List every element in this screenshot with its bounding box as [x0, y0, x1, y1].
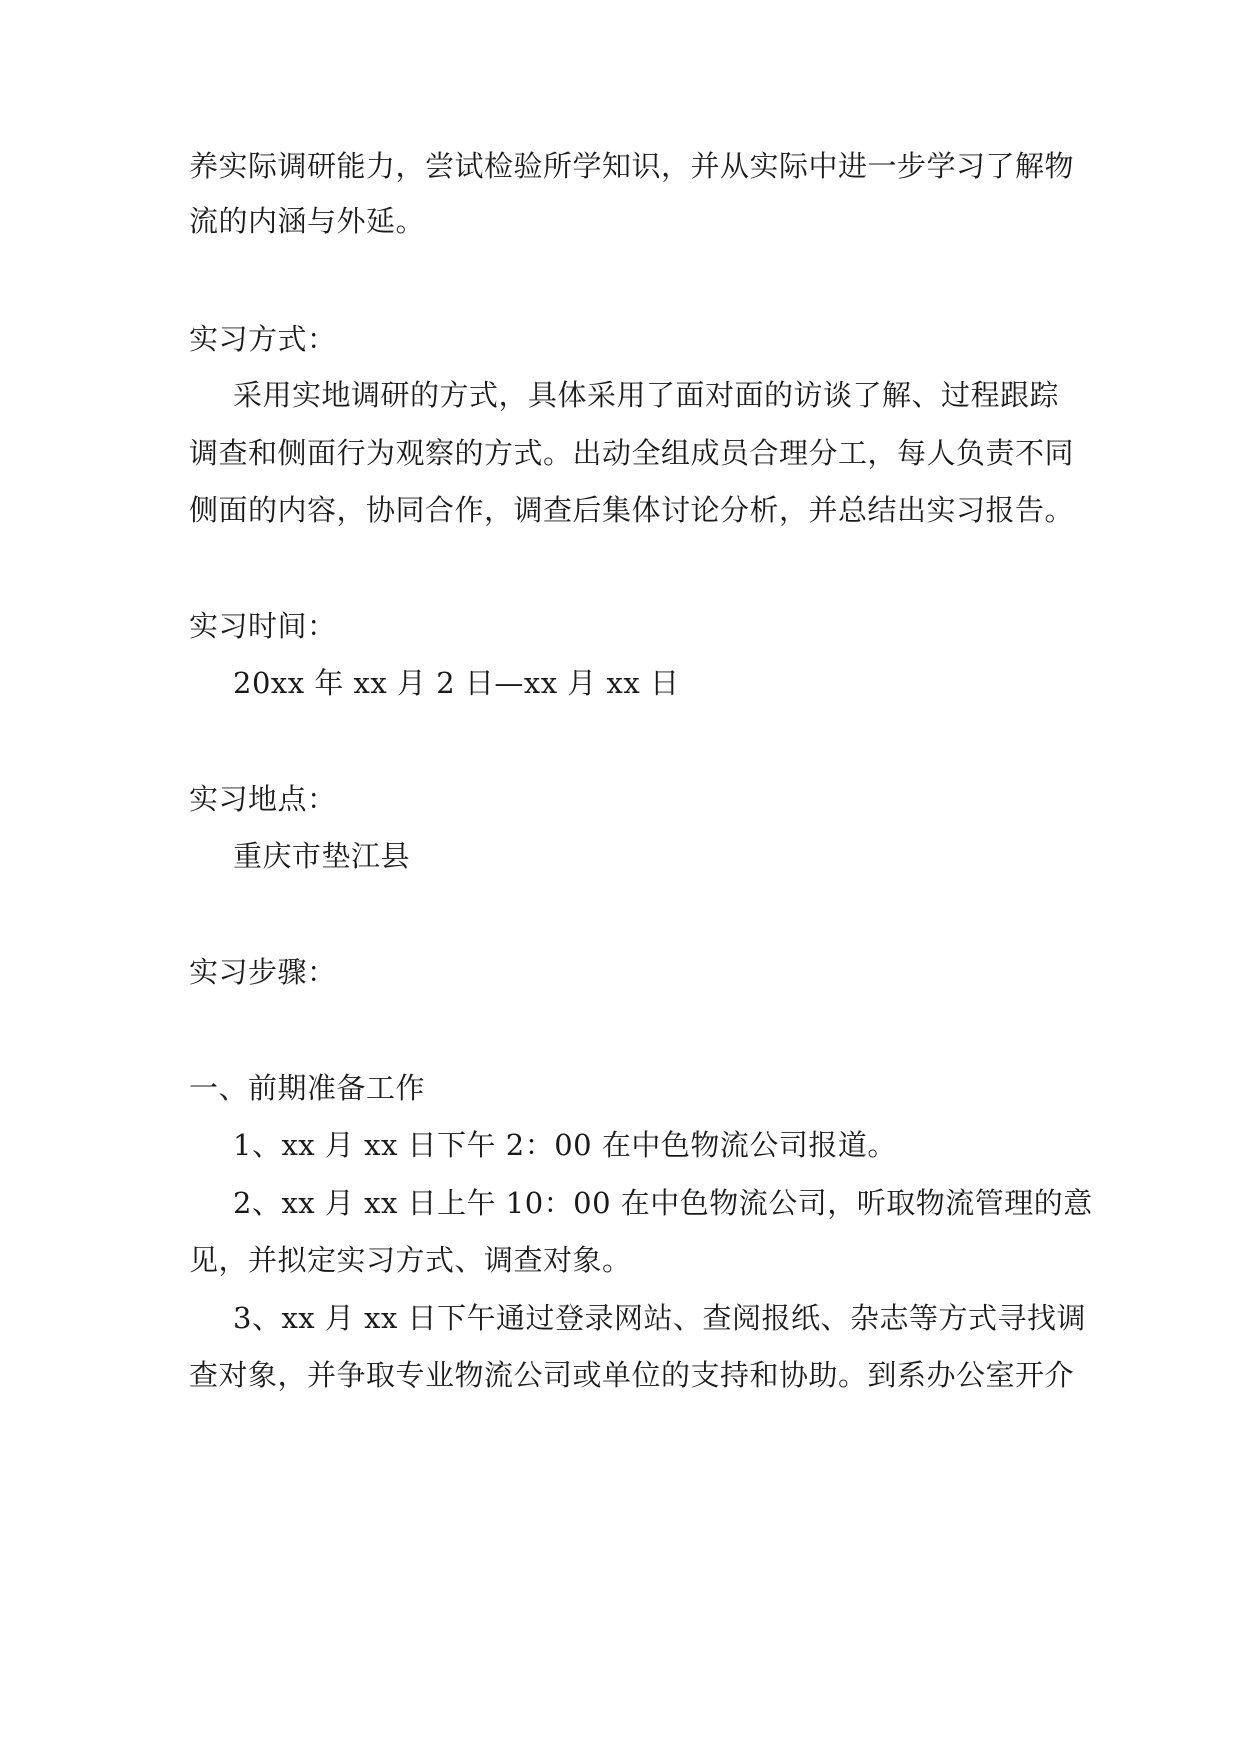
- location-value: 重庆市垫江县: [233, 839, 411, 873]
- intro-line-2: 流的内涵与外延。: [189, 204, 426, 238]
- location-heading: 实习地点：: [189, 782, 337, 816]
- step-item-1: 1、xx 月 xx 日下午 2：00 在中色物流公司报道。: [233, 1128, 897, 1162]
- step-item-2-line-1: 2、xx 月 xx 日上午 10：00 在中色物流公司，听取物流管理的意: [233, 1186, 1093, 1220]
- step-item-3-line-1: 3、xx 月 xx 日下午通过登录网站、查阅报纸、杂志等方式寻找调: [233, 1301, 1087, 1335]
- step-item-3-line-2: 查对象，并争取专业物流公司或单位的支持和协助。到系办公室开介: [189, 1358, 1075, 1392]
- step-item-2-line-2: 见，并拟定实习方式、调查对象。: [189, 1243, 632, 1277]
- steps-heading: 实习步骤：: [189, 955, 337, 989]
- intro-line-1: 养实际调研能力，尝试检验所学知识，并从实际中进一步学习了解物: [189, 149, 1075, 183]
- method-heading: 实习方式：: [189, 322, 337, 356]
- time-heading: 实习时间：: [189, 609, 337, 643]
- time-value: 20xx 年 xx 月 2 日—xx 月 xx 日: [233, 666, 680, 700]
- method-line-3: 侧面的内容，协同合作，调查后集体讨论分析，并总结出实习报告。: [189, 493, 1075, 527]
- method-line-1: 采用实地调研的方式，具体采用了面对面的访谈了解、过程跟踪: [233, 378, 1060, 412]
- method-line-2: 调查和侧面行为观察的方式。出动全组成员合理分工，每人负责不同: [189, 436, 1075, 470]
- section-1-title: 一、前期准备工作: [189, 1071, 426, 1105]
